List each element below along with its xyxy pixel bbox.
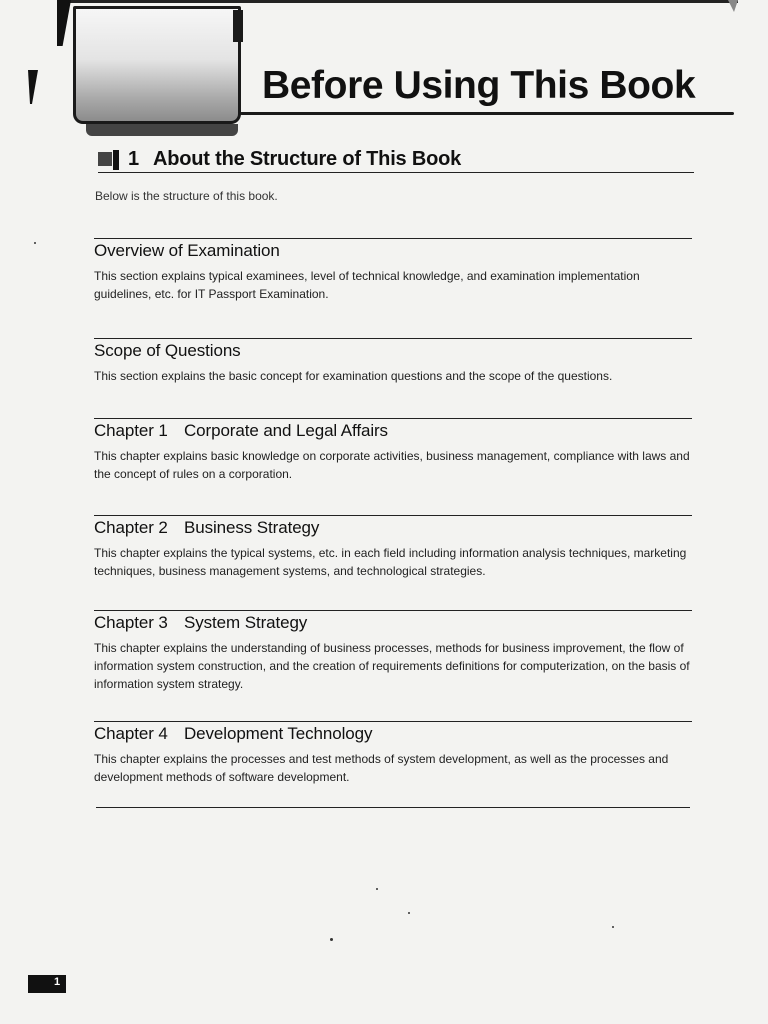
title-graphic-shadow bbox=[86, 124, 238, 136]
entry-description: This chapter explains the processes and test methods of system development, as well as the processes and development methods of software development. bbox=[94, 752, 669, 784]
title-graphic-tab bbox=[233, 10, 243, 42]
page-number-tab bbox=[28, 975, 66, 993]
entry-title bbox=[94, 724, 372, 744]
entry-divider bbox=[94, 610, 692, 611]
title-underline bbox=[240, 112, 734, 115]
scan-mark bbox=[28, 70, 38, 104]
entry-title bbox=[94, 421, 388, 441]
entry-description: This chapter explains the typical systems, etc. in each field including information analysis techniques, marketing techniques, business management systems, and technological strategies. bbox=[94, 546, 687, 578]
entry-title-text: Corporate and Legal Affairs bbox=[184, 421, 388, 440]
entry-title-text: System Strategy bbox=[184, 613, 308, 632]
entry-title-text: Business Strategy bbox=[184, 518, 320, 537]
page-title: Before Using This Book bbox=[262, 64, 696, 107]
scan-mark bbox=[728, 0, 738, 12]
page-number: 1 bbox=[54, 976, 61, 988]
entry-title bbox=[94, 341, 241, 361]
section-marker-icon bbox=[98, 150, 120, 170]
closing-divider bbox=[96, 807, 690, 808]
chapter-label: Chapter 2 bbox=[94, 518, 168, 537]
entry-divider bbox=[94, 238, 692, 239]
section-title: About the Structure of This Book bbox=[153, 148, 462, 170]
entry-title-text: Scope of Questions bbox=[94, 341, 241, 360]
entry-divider bbox=[94, 418, 692, 419]
entry-description: This chapter explains the understanding of business processes, methods for business improvement, the flow of information system construction, and the creation of requirements definitions for computerization, on the basis of information system strategy. bbox=[94, 641, 690, 691]
entry-title-text: Development Technology bbox=[184, 724, 373, 743]
section-divider bbox=[98, 172, 694, 173]
entry-divider bbox=[94, 515, 692, 516]
scan-edge bbox=[57, 0, 71, 46]
section-intro: Below is the structure of this book. bbox=[95, 189, 278, 203]
scan-speck bbox=[408, 912, 410, 914]
scan-speck bbox=[376, 888, 378, 890]
chapter-label: Chapter 1 bbox=[94, 421, 168, 440]
chapter-label: Chapter 4 bbox=[94, 724, 168, 743]
entry-description: This section explains the basic concept for examination questions and the scope of the questions. bbox=[94, 369, 613, 383]
entry-description: This chapter explains basic knowledge on corporate activities, business management, compliance with laws and the concept of rules on a corporation. bbox=[94, 449, 690, 481]
entry-description: This section explains typical examinees, level of technical knowledge, and examination implementation guidelines, etc. for IT Passport Examination. bbox=[94, 269, 640, 301]
entry-title bbox=[94, 518, 319, 538]
entry-title bbox=[94, 613, 307, 633]
entry-divider bbox=[94, 338, 692, 339]
entry-title-text: Overview of Examination bbox=[94, 241, 280, 260]
title-graphic-box bbox=[73, 6, 241, 124]
scan-edge bbox=[58, 0, 738, 3]
scan-speck bbox=[34, 242, 36, 244]
scan-speck bbox=[330, 938, 333, 941]
chapter-label: Chapter 3 bbox=[94, 613, 168, 632]
scan-speck bbox=[612, 926, 614, 928]
entry-title bbox=[94, 241, 280, 261]
entry-divider bbox=[94, 721, 692, 722]
section-heading bbox=[98, 146, 694, 172]
section-number: 1 bbox=[128, 148, 140, 170]
